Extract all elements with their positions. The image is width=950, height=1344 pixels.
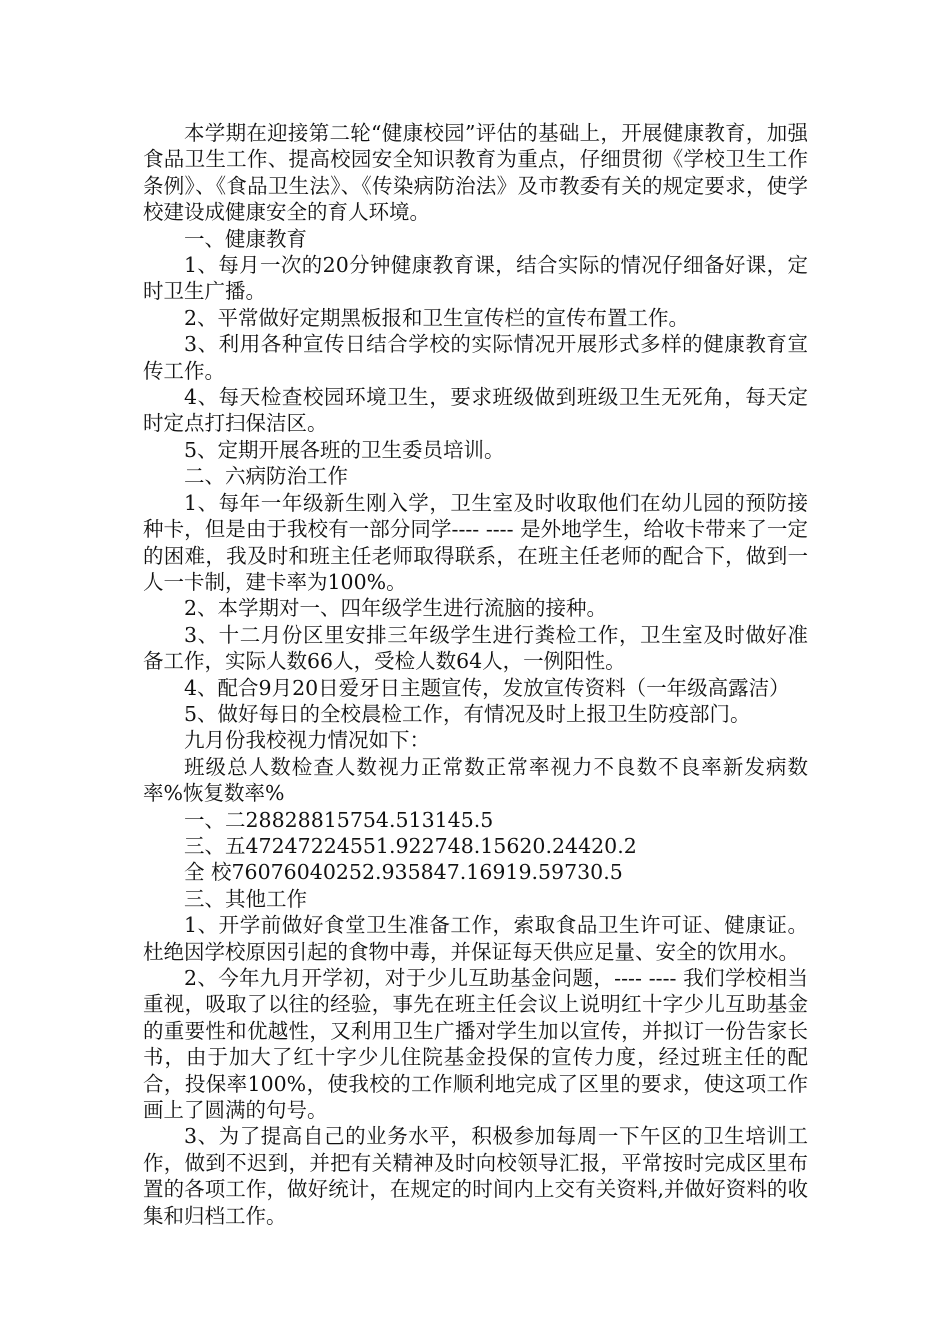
section-heading-health-education: 一、健康教育 <box>184 226 307 251</box>
paragraph-item: 5、做好每日的全校晨检工作，有情况及时上报卫生防疫部门。 <box>184 701 751 726</box>
paragraph-item: 2、平常做好定期黑板报和卫生宣传栏的宣传布置工作。 <box>184 305 690 330</box>
paragraph-item: 3、为了提高自己的业务水平，积极参加每周一下午区的卫生培训工作，做到不迟到，并把有关精神及时向校领导汇报，平常按时完成区里布置的各项工作，做好统计，在规定的时间内上交有关资料,并做好资料的收集和归档工作。 <box>143 1124 808 1228</box>
vision-intro: 九月份我校视力情况如下： <box>184 728 430 753</box>
paragraph-item: 4、配合9月20日爱牙日主题宣传，发放宣传资料（一年级高露洁） <box>184 675 790 700</box>
section-heading-disease-prevention: 二、六病防治工作 <box>184 464 348 489</box>
paragraph-item: 1、开学前做好食堂卫生准备工作，索取食品卫生许可证、健康证。杜绝因学校原因引起的食物中毒，并保证每天供应足量、安全的饮用水。 <box>143 913 808 964</box>
document-body <box>143 120 808 1229</box>
paragraph-item: 2、今年九月开学初，对于少儿互助基金问题，---- ---- 我们学校相当重视，吸取了以往的经验，事先在班主任会议上说明红十字少儿互助基金的重要性和优越性，又利用卫生广播对学生加以宣传，并拟订一份告家长书，由于加大了红十字少儿住院基金投保的宣传力度，经过班主任的配合，投保率100%，使我校的工作顺利地完成了区里的要求，使这项工作画上了圆满的句号。 <box>143 966 808 1123</box>
paragraph-item: 2、本学期对一、四年级学生进行流脑的接种。 <box>184 596 608 621</box>
paragraph-item: 3、利用各种宣传日结合学校的实际情况开展形式多样的健康教育宣传工作。 <box>143 332 808 383</box>
paragraph-item: 5、定期开展各班的卫生委员培训。 <box>184 437 505 462</box>
vision-row-grade-3-5: 三、五47247224551.922748.15620.24420.2 <box>184 833 637 858</box>
vision-row-whole-school: 全 校76076040252.935847.16919.59730.5 <box>184 860 623 885</box>
paragraph-item: 1、每月一次的20分钟健康教育课，结合实际的情况仔细备好课，定时卫生广播。 <box>143 253 808 304</box>
paragraph-item: 3、十二月份区里安排三年级学生进行粪检工作，卫生室及时做好准备工作，实际人数66人，受检人数64人，一例阳性。 <box>143 622 808 674</box>
section-heading-other-work: 三、其他工作 <box>184 886 307 911</box>
vision-table-header: 班级总人数检查人数视力正常数正常率视力不良数不良率新发病数率%恢复数率% <box>143 754 808 806</box>
paragraph-item: 1、每年一年级新生刚入学，卫生室及时收取他们在幼儿园的预防接种卡，但是由于我校有一部分同学---- ---- 是外地学生，给收卡带来了一定的困难，我及时和班主任老师取得联系，在班主任老师的配合下，做到一人一卡制，建卡率为100%。 <box>143 490 808 594</box>
vision-row-grade-1-2: 一、二28828815754.513145.5 <box>184 807 494 832</box>
paragraph-item: 4、每天检查校园环境卫生，要求班级做到班级卫生无死角，每天定时定点打扫保洁区。 <box>143 385 808 436</box>
intro-paragraph: 本学期在迎接第二轮“健康校园”评估的基础上，开展健康教育，加强食品卫生工作、提高校园安全知识教育为重点，仔细贯彻《学校卫生工作条例》、《食品卫生法》、《传染病防治法》及市教委有关的规定要求，使学校建设成健康安全的育人环境。 <box>143 121 808 225</box>
